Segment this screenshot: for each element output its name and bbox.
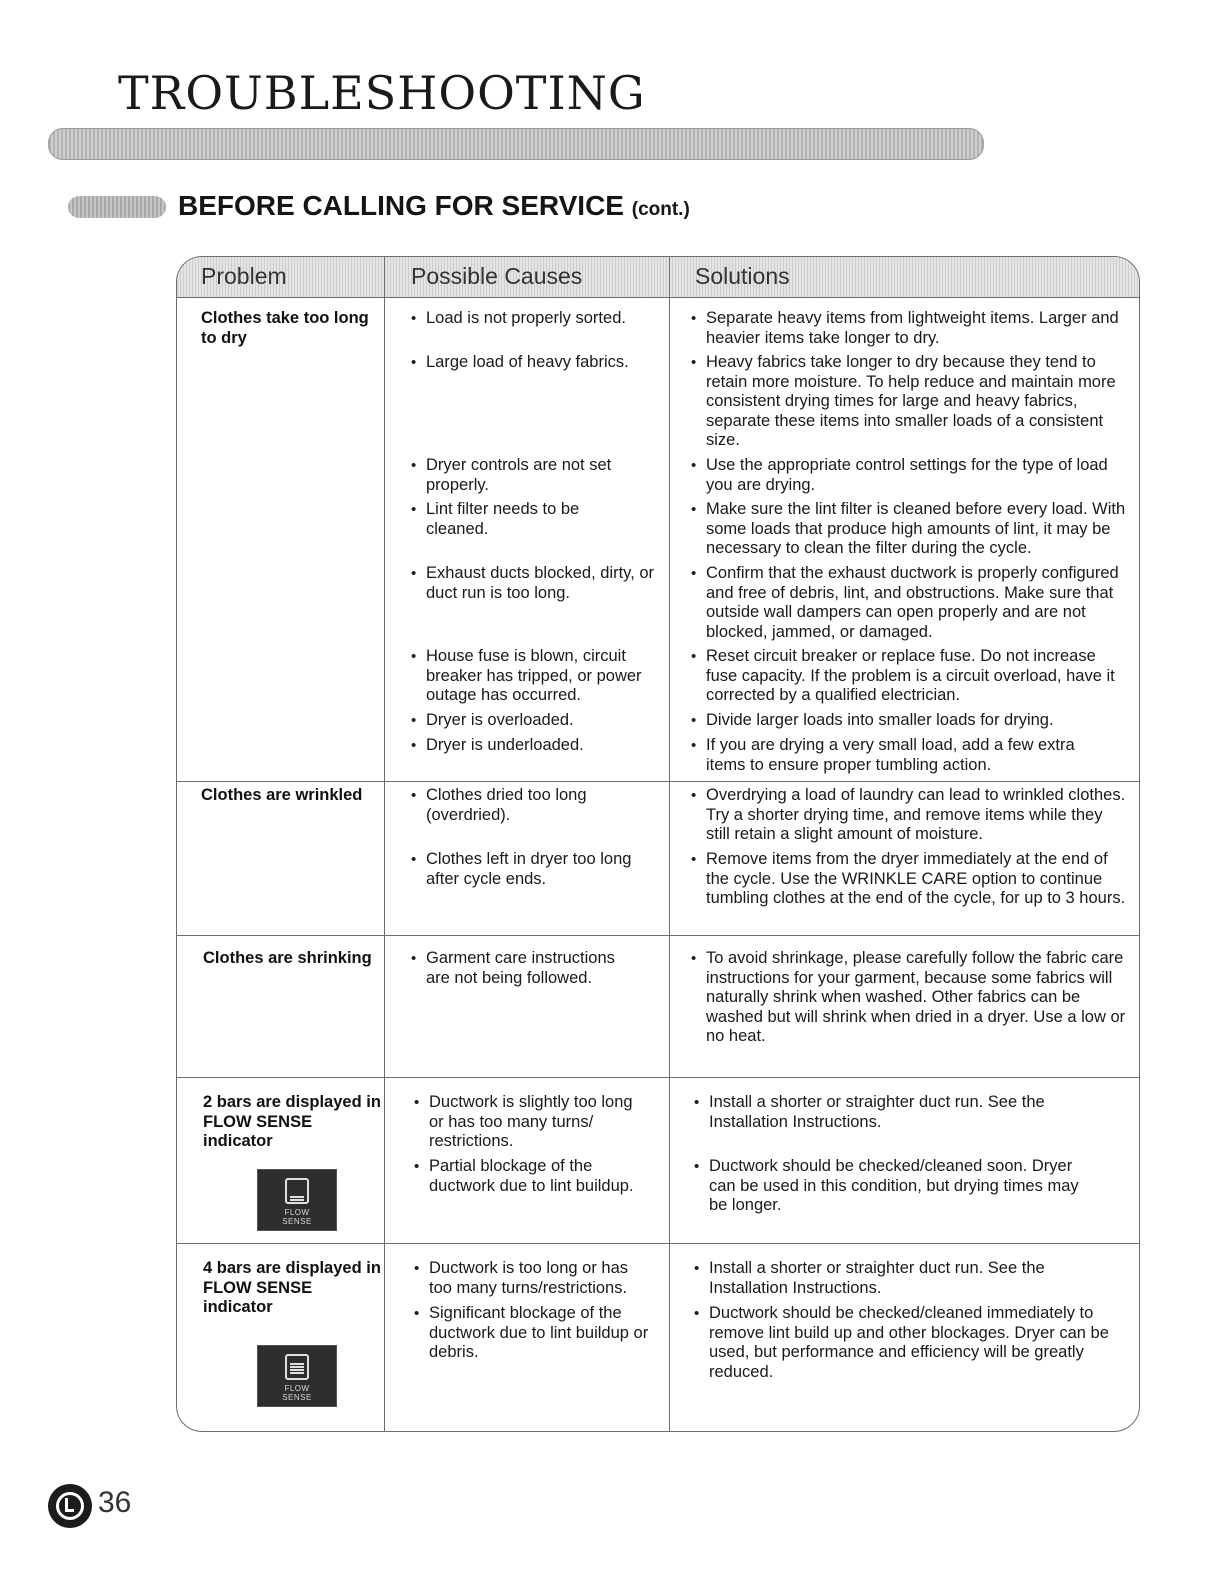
indicator-bar bbox=[290, 1369, 304, 1371]
column-divider bbox=[384, 257, 385, 1431]
header-possible-causes: Possible Causes bbox=[411, 263, 583, 289]
indicator-bar bbox=[290, 1363, 304, 1365]
indicator-label bbox=[258, 1208, 336, 1226]
troubleshooting-table bbox=[176, 256, 1140, 1432]
solution-item: • Install a shorter or straighter duct run. See the Installation Instructions. bbox=[691, 1093, 1091, 1132]
indicator-label-line: SENSE bbox=[282, 1217, 312, 1226]
cause-item: • Ductwork is slightly too long or has too many turns/ restrictions. bbox=[411, 1093, 651, 1152]
flow-sense-icon bbox=[285, 1354, 309, 1380]
cause-item: • Significant blockage of the ductwork due to lint buildup or debris. bbox=[411, 1304, 651, 1363]
problem-label: Clothes are shrinking bbox=[203, 949, 372, 967]
solution-item: • If you are drying a very small load, add a few extra items to ensure proper tumbling action. bbox=[688, 736, 1108, 775]
row-divider bbox=[177, 781, 1139, 782]
table-header bbox=[177, 257, 1139, 298]
header-problem: Problem bbox=[201, 263, 287, 289]
solution-item: • Divide larger loads into smaller loads for drying. bbox=[688, 711, 1134, 731]
solution-item: • Heavy fabrics take longer to dry because they tend to retain more moisture. To help reduce and maintain more consistent drying times for large and heavy fabrics, separate these items into smaller loads of a consistent size. bbox=[688, 353, 1126, 451]
solution-item: • Ductwork should be checked/cleaned soon. Dryer can be used in this condition, but drying times may be longer. bbox=[691, 1157, 1091, 1216]
lg-logo-ring bbox=[56, 1492, 84, 1520]
lg-logo-letter bbox=[65, 1509, 74, 1512]
solution-item: • Use the appropriate control settings for the type of load you are drying. bbox=[688, 456, 1112, 495]
cause-item: • Load is not properly sorted. bbox=[408, 309, 660, 329]
solution-item: • Install a shorter or straighter duct run. See the Installation Instructions. bbox=[691, 1259, 1091, 1298]
page-number: 36 bbox=[98, 1486, 132, 1519]
solution-item: • Overdrying a load of laundry can lead to wrinkled clothes. Try a shorter drying time, and remove items while they still retain a slight amount of moisture. bbox=[688, 786, 1126, 845]
flow-sense-indicator-2-bars bbox=[257, 1169, 337, 1231]
cause-item: • Ductwork is too long or has too many turns/restrictions. bbox=[411, 1259, 651, 1298]
row-divider bbox=[177, 1077, 1139, 1078]
column-divider bbox=[669, 257, 670, 1431]
solution-item: • Remove items from the dryer immediately at the end of the cycle. Use the WRINKLE CARE option to continue tumbling clothes at the end of the cycle, for up to 3 hours. bbox=[688, 850, 1134, 909]
indicator-label-line: FLOW bbox=[284, 1384, 310, 1393]
indicator-bar bbox=[290, 1196, 304, 1198]
indicator-bar bbox=[290, 1372, 304, 1374]
row-divider bbox=[177, 935, 1139, 936]
solution-item: • Confirm that the exhaust ductwork is properly configured and free of debris, lint, and obstructions. Make sure that outside wall dampers can open properly and are not blocked, jammed, or damaged. bbox=[688, 564, 1128, 642]
cause-item: • Clothes left in dryer too long after cycle ends. bbox=[408, 850, 654, 889]
cause-item: • Exhaust ducts blocked, dirty, or duct run is too long. bbox=[408, 564, 660, 603]
indicator-label-line: SENSE bbox=[282, 1393, 312, 1402]
cause-item: • Large load of heavy fabrics. bbox=[408, 353, 660, 373]
section-heading-text: BEFORE CALLING FOR SERVICE bbox=[178, 190, 624, 221]
indicator-bar bbox=[290, 1199, 304, 1201]
cause-item: • Garment care instructions are not being followed. bbox=[408, 949, 638, 988]
indicator-label-line: FLOW bbox=[284, 1208, 310, 1217]
indicator-bar bbox=[290, 1366, 304, 1368]
row-divider bbox=[177, 1243, 1139, 1244]
solution-item: • Ductwork should be checked/cleaned immediately to remove lint build up and other blockages. Dryer can be used, but performance and efficiency will be greatly reduced. bbox=[691, 1304, 1117, 1382]
cause-item: • Dryer is underloaded. bbox=[408, 736, 660, 756]
cause-item: • Partial blockage of the ductwork due to lint buildup. bbox=[411, 1157, 657, 1196]
section-marker-pill bbox=[68, 196, 166, 218]
flow-sense-icon bbox=[285, 1178, 309, 1204]
cause-item: • House fuse is blown, circuit breaker has tripped, or power outage has occurred. bbox=[408, 647, 652, 706]
solution-item: • Separate heavy items from lightweight items. Larger and heavier items take longer to dry. bbox=[688, 309, 1128, 348]
lg-logo-icon bbox=[48, 1484, 92, 1528]
section-heading-suffix: (cont.) bbox=[631, 199, 690, 220]
problem-label: 4 bars are displayed in FLOW SENSE indicator bbox=[203, 1259, 381, 1316]
solution-item: • To avoid shrinkage, please carefully follow the fabric care instructions for your garment, because some fabrics will naturally shrink when washed. Other fabrics can be washed but will shrink when dried in a dryer. Use a low or no heat. bbox=[688, 949, 1128, 1047]
problem-label: Clothes are wrinkled bbox=[201, 786, 363, 804]
solution-item: • Reset circuit breaker or replace fuse. Do not increase fuse capacity. If the problem is a circuit overload, have it corrected by a qualified electrician. bbox=[688, 647, 1130, 706]
cause-item: • Dryer is overloaded. bbox=[408, 711, 660, 731]
indicator-label bbox=[258, 1384, 336, 1402]
flow-sense-indicator-4-bars bbox=[257, 1345, 337, 1407]
problem-label: 2 bars are displayed in FLOW SENSE indicator bbox=[203, 1093, 381, 1150]
solution-item: • Make sure the lint filter is cleaned before every load. With some loads that produce high amounts of lint, it may be necessary to clean the filter during the cycle. bbox=[688, 500, 1134, 559]
header-solutions: Solutions bbox=[695, 263, 790, 289]
title-divider-bar bbox=[48, 128, 984, 160]
cause-item: • Lint filter needs to be cleaned. bbox=[408, 500, 628, 539]
problem-label: Clothes take too long to dry bbox=[201, 309, 369, 347]
section-heading bbox=[178, 190, 690, 222]
page-title: TROUBLESHOOTING bbox=[118, 66, 646, 120]
cause-item: • Dryer controls are not set properly. bbox=[408, 456, 640, 495]
cause-item: • Clothes dried too long (overdried). bbox=[408, 786, 608, 825]
